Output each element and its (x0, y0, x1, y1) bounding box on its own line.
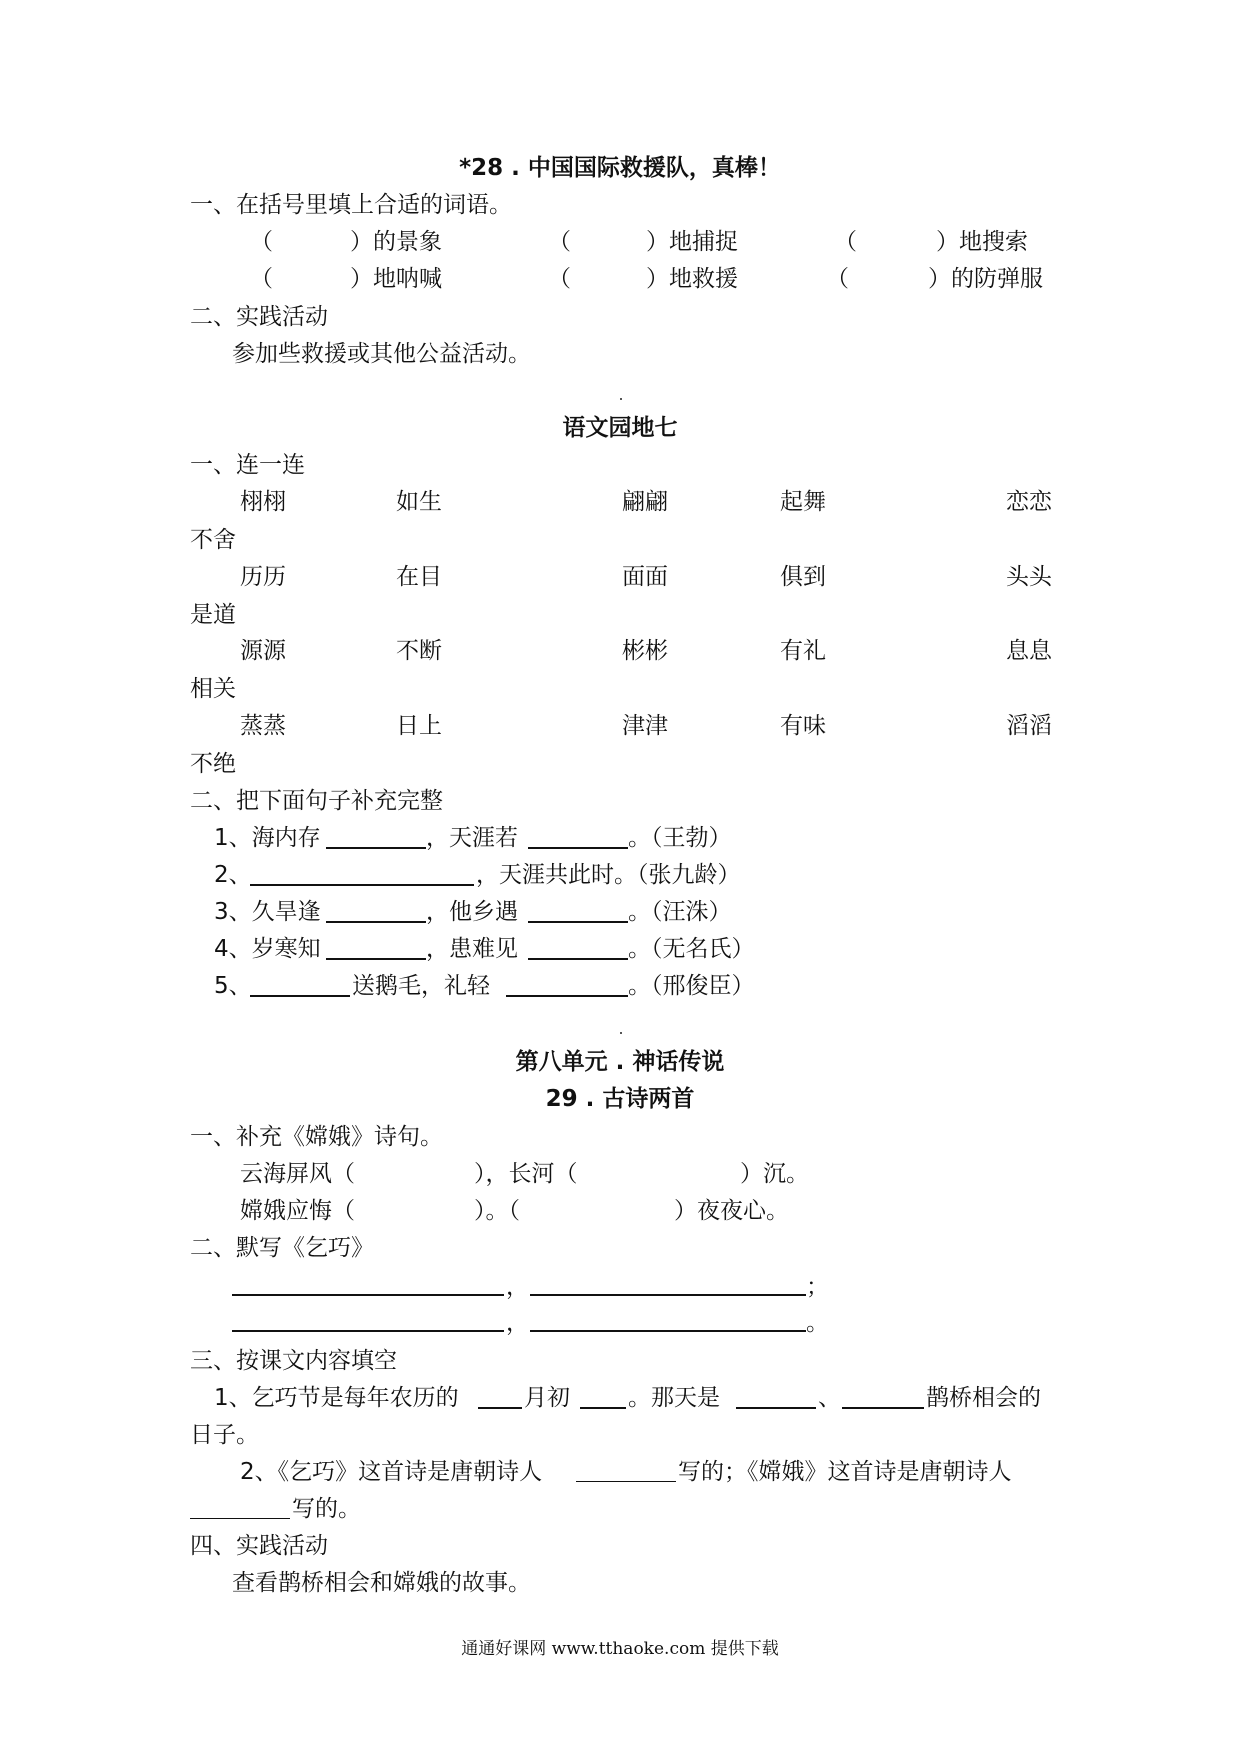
paren-open: （ (834, 229, 857, 255)
punctuation: ， (506, 1274, 529, 1300)
poem-line: ）沉。 (740, 1161, 809, 1187)
answer-blank[interactable] (250, 995, 350, 997)
answer-blank[interactable] (528, 921, 628, 923)
activity-text: 查看鹊桥相会和嫦娥的故事。 (232, 1570, 531, 1596)
scan-dot (620, 398, 622, 400)
answer-blank[interactable] (478, 1407, 522, 1409)
match-word: 有礼 (780, 638, 826, 664)
paren-open: （ (250, 229, 273, 255)
phrase-text: ）的景象 (350, 229, 442, 255)
answer-blank[interactable] (528, 847, 628, 849)
punctuation: 。 (806, 1310, 829, 1336)
match-word: 在目 (396, 564, 442, 590)
paren-open: （ (250, 266, 273, 292)
sentence-text: 送鹅毛，礼轻 (352, 973, 490, 999)
match-word: 是道 (190, 602, 236, 628)
match-word: 面面 (622, 564, 668, 590)
question-heading: 二、实践活动 (190, 304, 328, 330)
sentence-text: 1、海内存 (214, 825, 321, 851)
match-word: 俱到 (780, 564, 826, 590)
fill-text: 月初 (524, 1385, 570, 1411)
sentence-text: 4、岁寒知 (214, 936, 321, 962)
phrase-text: ）地捕捉 (646, 229, 738, 255)
paren-open: （ (826, 266, 849, 292)
answer-blank[interactable] (528, 958, 628, 960)
answer-blank[interactable] (250, 884, 474, 886)
match-word: 相关 (190, 676, 236, 702)
sentence-text: ，患难见 (426, 936, 518, 962)
phrase-text: ）的防弹服 (928, 266, 1043, 292)
sentence-text: ，天涯若 (426, 825, 518, 851)
match-word: 日上 (396, 713, 442, 739)
match-word: 不舍 (190, 527, 236, 553)
match-word: 息息 (1006, 638, 1052, 664)
poem-line: ）夜夜心。 (674, 1198, 789, 1224)
footer-credit: 通通好课网 www.tthaoke.com 提供下载 (461, 1639, 779, 1659)
poem-line: 嫦娥应悔（ (240, 1198, 355, 1224)
activity-text: 参加些救援或其他公益活动。 (232, 341, 531, 367)
answer-blank[interactable] (232, 1330, 504, 1332)
match-word: 栩栩 (240, 489, 286, 515)
sentence-text: 。（邢俊臣） (628, 973, 755, 999)
sentence-text: 。（王勃） (628, 825, 732, 851)
answer-blank[interactable] (580, 1407, 626, 1409)
fill-text: 、 (818, 1385, 841, 1411)
question-heading: 二、把下面句子补充完整 (190, 788, 443, 814)
match-word: 如生 (396, 489, 442, 515)
phrase-text: ）地呐喊 (350, 266, 442, 292)
answer-blank[interactable] (530, 1330, 806, 1332)
fill-text: 1、乞巧节是每年农历的 (214, 1385, 459, 1411)
phrase-text: ）地搜索 (936, 229, 1028, 255)
question-heading: 二、默写《乞巧》 (190, 1235, 374, 1261)
answer-blank[interactable] (326, 958, 426, 960)
fill-text: 日子。 (190, 1422, 259, 1448)
question-heading: 三、按课文内容填空 (190, 1348, 397, 1374)
match-word: 恋恋 (1006, 489, 1052, 515)
question-heading: 一、补充《嫦娥》诗句。 (190, 1124, 443, 1150)
scan-dot (620, 1032, 622, 1034)
match-word: 源源 (240, 638, 286, 664)
answer-blank[interactable] (530, 1294, 806, 1296)
punctuation: ； (806, 1274, 829, 1300)
sentence-text: ，天涯共此时。（张九龄） (476, 862, 741, 888)
match-word: 翩翩 (622, 489, 668, 515)
match-word: 滔滔 (1006, 713, 1052, 739)
sentence-text: 2、 (214, 862, 252, 888)
garden-7-title: 语文园地七 (562, 415, 678, 441)
poem-line: ）。（ (474, 1198, 520, 1224)
answer-blank[interactable] (506, 995, 628, 997)
answer-blank[interactable] (326, 847, 426, 849)
question-heading: 一、在括号里填上合适的词语。 (190, 192, 512, 218)
poem-line: 云海屏风（ (240, 1161, 355, 1187)
answer-blank[interactable] (842, 1407, 924, 1409)
answer-blank[interactable] (326, 921, 426, 923)
match-word: 头头 (1006, 564, 1052, 590)
match-word: 历历 (240, 564, 286, 590)
sentence-text: 。（无名氏） (628, 936, 755, 962)
answer-blank[interactable] (232, 1294, 504, 1296)
fill-text: 鹊桥相会的 (926, 1385, 1041, 1411)
poem-line: ），长河（ (474, 1161, 578, 1187)
unit-8-title: 第八单元 . 神话传说 (515, 1049, 725, 1075)
phrase-text: ）地救援 (646, 266, 738, 292)
fill-text: 2、《乞巧》这首诗是唐朝诗人 (240, 1459, 543, 1485)
sentence-text: ，他乡遇 (426, 899, 518, 925)
lesson-29-title: 29 . 古诗两首 (545, 1086, 695, 1112)
punctuation: ， (506, 1310, 529, 1336)
answer-blank[interactable] (190, 1518, 290, 1519)
question-heading: 四、实践活动 (190, 1533, 328, 1559)
paren-open: （ (548, 266, 571, 292)
sentence-text: 5、 (214, 973, 252, 999)
question-heading: 一、连一连 (190, 452, 305, 478)
lesson-28-title: *28 . 中国国际救援队，真棒！ (459, 155, 781, 181)
match-word: 不断 (396, 638, 442, 664)
answer-blank[interactable] (576, 1481, 676, 1482)
paren-open: （ (548, 229, 571, 255)
match-word: 彬彬 (622, 638, 668, 664)
match-word: 起舞 (780, 489, 826, 515)
match-word: 有味 (780, 713, 826, 739)
fill-text: 。那天是 (628, 1385, 720, 1411)
answer-blank[interactable] (736, 1407, 816, 1409)
match-word: 津津 (622, 713, 668, 739)
sentence-text: 。（汪洙） (628, 899, 732, 925)
fill-text: 写的。 (292, 1496, 361, 1522)
fill-text: 写的；《嫦娥》这首诗是唐朝诗人 (678, 1459, 1012, 1485)
match-word: 蒸蒸 (240, 713, 286, 739)
sentence-text: 3、久旱逢 (214, 899, 321, 925)
match-word: 不绝 (190, 751, 236, 777)
